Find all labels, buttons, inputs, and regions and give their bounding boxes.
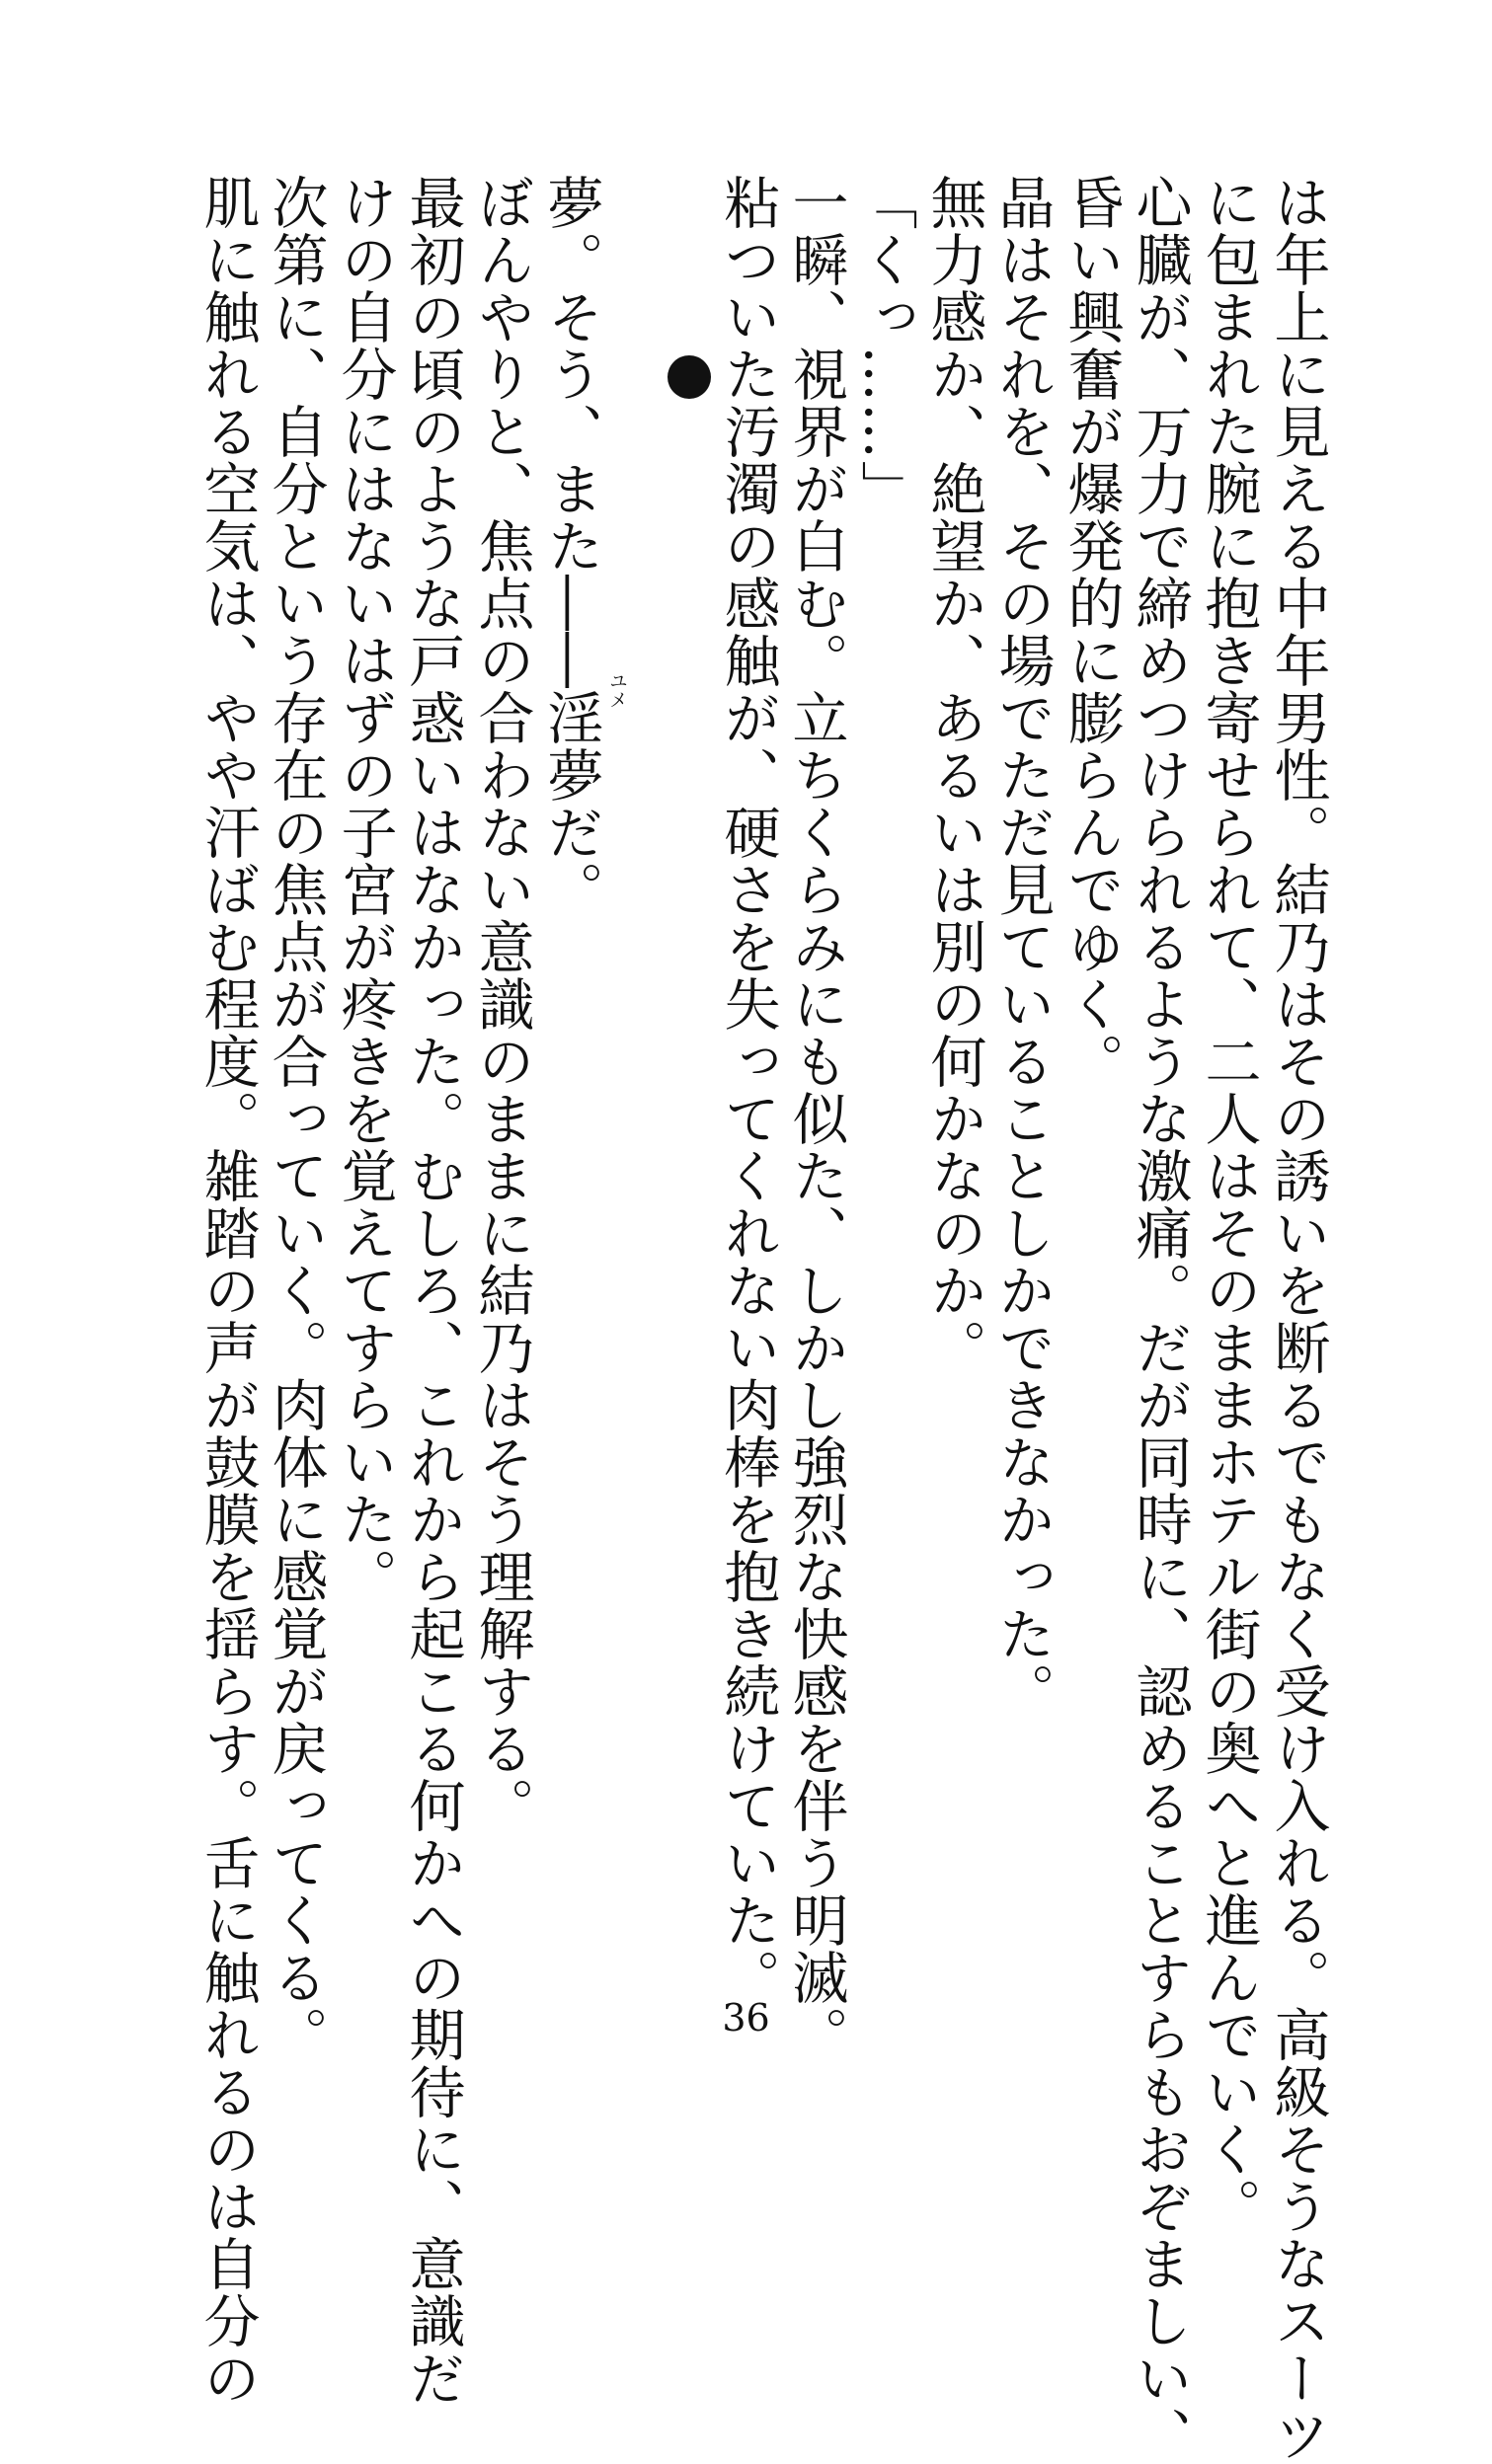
text-column-2: に包まれた腕に抱き寄せられて、二人はそのままホテル街の奥へと進んでいく。 — [1196, 174, 1261, 2235]
text-column-8: 一瞬、視界が白む。立ちくらみにも似た、しかし強烈な快感を伴う明滅。 — [783, 174, 848, 2063]
text-column-4: 昏い興奮が爆発的に膨らんでゆく。 — [1059, 174, 1124, 1090]
text-column-9: 粘ついた汚濁の感触が、硬さを失ってくれない肉棒を抱き続けていた。 — [715, 174, 780, 2006]
text-column-1: は年上に見える中年男性。結乃はその誘いを断るでもなく受け入れる。高級そうなスーツ — [1265, 174, 1330, 2464]
page-number: 36 — [722, 1996, 770, 2040]
text-column-10: 夢。そう、また――淫夢だ。 — [538, 174, 603, 918]
text-column-14: 次第に、自分という存在の焦点が合っていく。肉体に感覚が戻ってくる。 — [263, 174, 328, 2063]
text-column-13: けの自分にはないはずの子宮が疼きを覚えてすらいた。 — [332, 174, 397, 1605]
text-column-12: 最初の頃のような戸惑いはなかった。むしろ、これから起こる何かへの期待に、意識だ — [400, 174, 465, 2407]
section-break-dot — [667, 355, 711, 399]
text-column-5: 晶はそれを、その場でただ見ていることしかできなかった。 — [989, 174, 1055, 1720]
text-column-3: 心臓が、万力で締めつけられるような激痛。だが同時に、認めることすらもおぞましい、 — [1127, 174, 1192, 2464]
text-column-7: 「くっ……」 — [852, 174, 917, 517]
ruby-annotation: ユメ — [606, 671, 628, 709]
text-column-15: 肌に触れる空気は、やや汗ばむ程度。雑踏の声が鼓膜を揺らす。舌に触れるのは自分の — [195, 174, 260, 2407]
text-column-11: ぼんやりと、焦点の合わない意識のままに結乃はそう理解する。 — [469, 174, 534, 1834]
text-column-6: 無力感か、絶望か、あるいは別の何かなのか。 — [921, 174, 986, 1376]
